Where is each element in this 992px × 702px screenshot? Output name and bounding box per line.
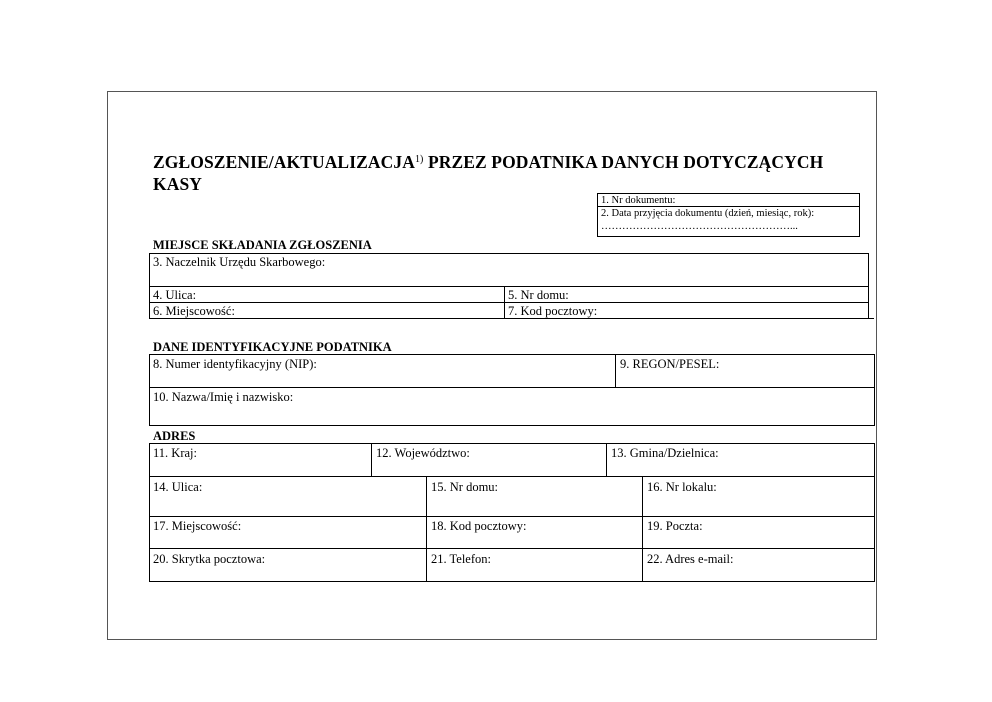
adres-col2 [642,476,643,582]
adres-divider-3 [149,548,875,549]
section-heading-miejsce: MIEJSCE SKŁADANIA ZGŁOSZENIA [153,238,372,252]
title-part1: ZGŁOSZENIE/AKTUALIZACJA [153,152,415,172]
title-line2: KASY [153,174,203,194]
adres-divider-1 [149,476,875,477]
post-office-field[interactable]: 19. Poczta: [647,519,703,533]
adres-col1 [426,476,427,582]
title-footnote: 1) [414,154,424,165]
adres-row1-col2 [606,443,607,476]
tax-office-field[interactable]: 3. Naczelnik Urzędu Skarbowego: [153,255,326,269]
city-field[interactable]: 17. Miejscowość: [153,519,242,533]
regon-pesel-field[interactable]: 9. REGON/PESEL: [620,357,720,371]
adres-row1-col1 [371,443,372,476]
miejsce-tail [868,318,874,319]
section-heading-dane: DANE IDENTYFIKACYJNE PODATNIKA [153,340,392,354]
apartment-number-field[interactable]: 16. Nr lokalu: [647,480,717,494]
postal-code-field[interactable]: 18. Kod pocztowy: [431,519,527,533]
adres-divider-2 [149,516,875,517]
miejsce-col-divider [504,286,505,319]
title-part2: PRZEZ PODATNIKA DANYCH DOTYCZĄCYCH [423,152,824,172]
document-number-field[interactable]: 1. Nr dokumentu: [601,195,676,206]
office-city-field[interactable]: 6. Miejscowość: [153,304,235,318]
section-heading-adres: ADRES [153,429,196,443]
phone-field[interactable]: 21. Telefon: [431,552,491,566]
name-field[interactable]: 10. Nazwa/Imię i nazwisko: [153,390,294,404]
country-field[interactable]: 11. Kraj: [153,446,197,460]
office-postal-code-field[interactable]: 7. Kod pocztowy: [508,304,598,318]
office-street-field[interactable]: 4. Ulica: [153,288,197,302]
house-number-field[interactable]: 15. Nr domu: [431,480,499,494]
office-house-number-field[interactable]: 5. Nr domu: [508,288,569,302]
dane-col-divider [615,354,616,387]
dane-divider [149,387,875,388]
municipality-field[interactable]: 13. Gmina/Dzielnica: [611,446,719,460]
street-field[interactable]: 14. Ulica: [153,480,203,494]
email-field[interactable]: 22. Adres e-mail: [647,552,734,566]
po-box-field[interactable]: 20. Skrytka pocztowa: [153,552,266,566]
document-date-field[interactable]: 2. Data przyjęcia dokumentu (dzień, miesiąc, rok): [601,208,815,219]
miejsce-divider-1 [149,286,869,287]
form-title [153,151,873,195]
nip-field[interactable]: 8. Numer identyfikacyjny (NIP): [153,357,317,371]
miejsce-divider-2 [149,302,869,303]
document-date-dots: ………………………………………………... [601,221,798,232]
voivodeship-field[interactable]: 12. Województwo: [376,446,470,460]
